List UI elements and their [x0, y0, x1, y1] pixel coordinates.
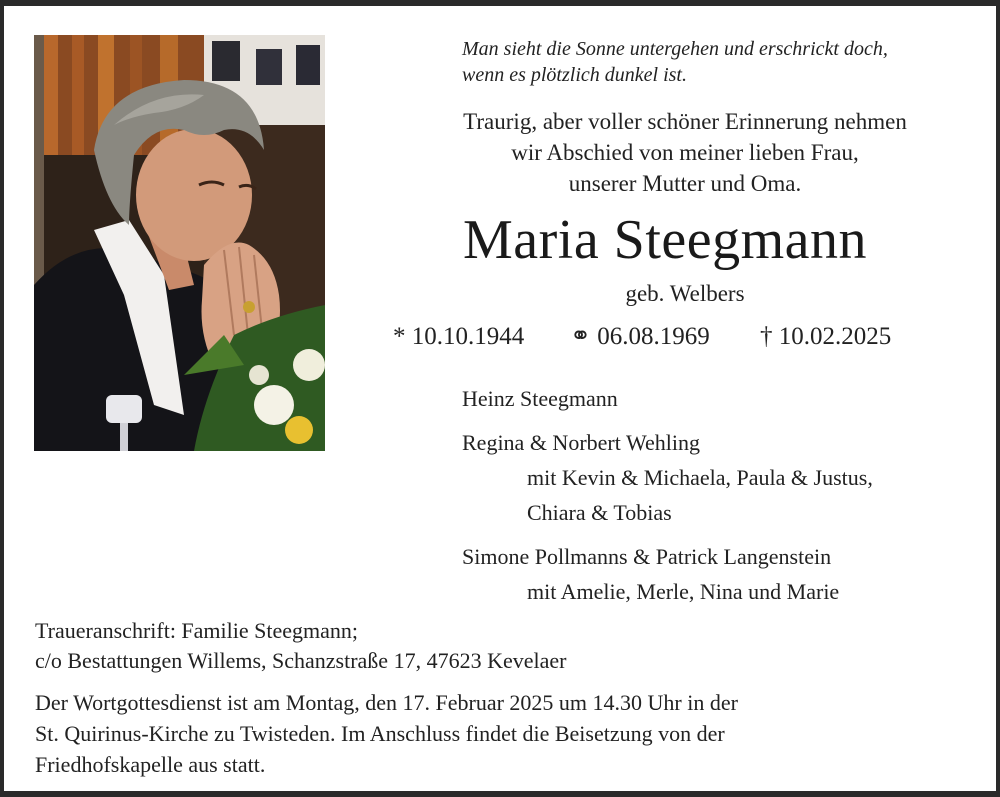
marriage-date: ⚭ 06.08.1969: [570, 323, 710, 350]
address-line-1: Traueranschrift: Familie Steegmann;: [35, 618, 359, 643]
deceased-name: Maria Steegmann: [462, 209, 868, 271]
family-line-1: Heinz Steegmann: [462, 386, 618, 411]
quote-line-2: wenn es plötzlich dunkel ist.: [462, 64, 687, 86]
family-line-6: mit Amelie, Merle, Nina und Marie: [527, 579, 840, 604]
intro-line-3: unserer Mutter und Oma.: [568, 171, 802, 196]
family-line-3: mit Kevin & Michaela, Paula & Justus,: [527, 465, 873, 490]
intro-text: [375, 106, 995, 199]
quote: [462, 36, 962, 88]
intro-line-1: Traurig, aber voller schöner Erinnerung nehmen: [463, 109, 907, 134]
quote-line-1: Man sieht die Sonne untergehen und erschrickt doch,: [462, 38, 888, 60]
birth-name: geb. Welbers: [625, 281, 745, 306]
service-line-2: St. Quirinus-Kirche zu Twisteden. Im Anschluss findet die Beisetzung von der: [35, 721, 725, 746]
service-line-3: Friedhofskapelle aus statt.: [35, 752, 266, 777]
family-line-5: Simone Pollmanns & Patrick Langenstein: [462, 544, 832, 569]
birth-date: * 10.10.1944: [393, 323, 525, 350]
address-line-2: c/o Bestattungen Willems, Schanzstraße 17, 47623 Kevelaer: [35, 648, 567, 673]
family-line-4: Chiara & Tobias: [527, 500, 672, 525]
intro-line-2: wir Abschied von meiner lieben Frau,: [511, 140, 859, 165]
portrait-photo: [34, 35, 325, 451]
death-date: † 10.02.2025: [760, 323, 892, 350]
family-line-2: Regina & Norbert Wehling: [462, 430, 700, 455]
service-line-1: Der Wortgottesdienst ist am Montag, den 17. Februar 2025 um 14.30 Uhr in der: [35, 690, 738, 715]
